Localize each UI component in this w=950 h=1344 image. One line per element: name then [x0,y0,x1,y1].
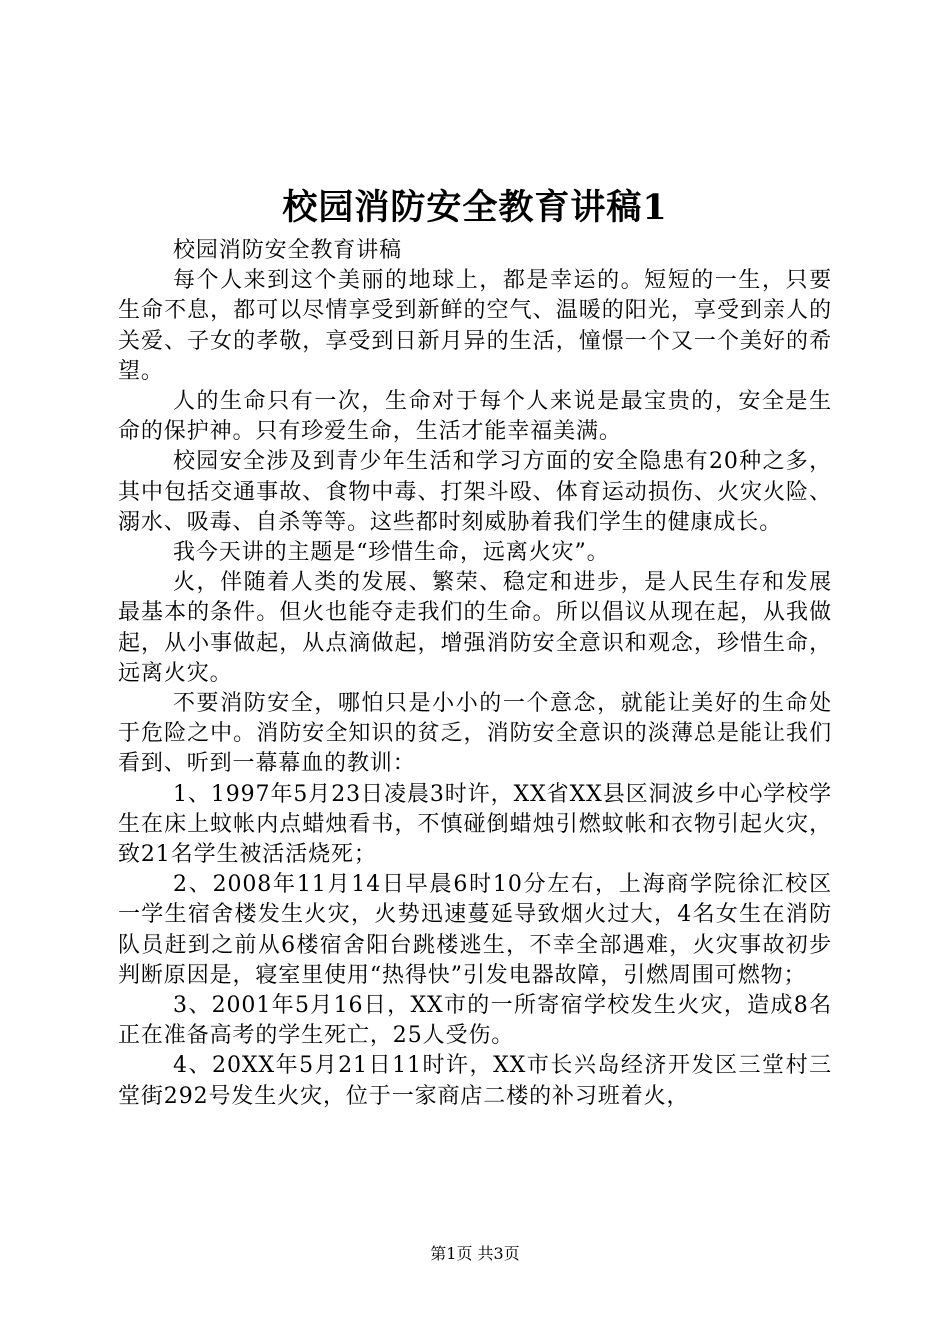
body-paragraph: 校园安全涉及到青少年生活和学习方面的安全隐患有20种之多，其中包括交通事故、食物中毒、打架斗殴、体育运动损伤、火灾火险、溺水、吸毒、自杀等等。这些都时刻威胁着我们学生的健康成长。 [118,449,832,535]
body-paragraph: 人的生命只有一次，生命对于每个人来说是最宝贵的，安全是生命的保护神。只有珍爱生命，生活才能幸福美满。 [118,389,832,445]
body-paragraph: 火，伴随着人类的发展、繁荣、稳定和进步，是人民生存和发展最基本的条件。但火也能夺走我们的生命。所以倡议从现在起，从我做起，从小事做起，从点滴做起，增强消防安全意识和观念，珍惜生命，远离火灾。 [118,570,832,686]
list-item: 1、1997年5月23日凌晨3时许，XX省XX县区洞波乡中心学校学生在床上蚊帐内点蜡烛看书，不慎碰倒蜡烛引燃蚊帐和衣物引起火灾，致21名学生被活活烧死； [118,781,832,868]
body-paragraph: 我今天讲的主题是“珍惜生命，远离火灾”。 [173,540,610,566]
body-paragraph: 每个人来到这个美丽的地球上，都是幸运的。短短的一生，只要生命不息，都可以尽情享受到新鲜的空气、温暖的阳光，享受到亲人的关爱、子女的孝敬，享受到日新月异的生活，憧憬一个又一个美好的希望。 [118,268,832,384]
document-title: 校园消防安全教育讲稿1 [282,187,668,228]
list-item: 3、2001年5月16日，XX市的一所寄宿学校发生火灾，造成8名正在准备高考的学生死亡，25人受伤。 [118,993,832,1049]
document-body [118,236,832,1112]
list-item: 4、20XX年5月21日11时许，XX市长兴岛经济开发区三堂村三堂街292号发生火灾，位于一家商店二楼的补习班着火， [118,1053,832,1109]
page-footer: 第1页 共3页 [430,1244,520,1263]
body-paragraph: 不要消防安全，哪怕只是小小的一个意念，就能让美好的生命处于危险之中。消防安全知识的贫乏，消防安全意识的淡薄总是能让我们看到、听到一幕幕血的教训： [118,691,832,777]
subtitle-paragraph: 校园消防安全教育讲稿 [173,238,403,263]
list-item: 2、2008年11月14日早晨6时10分左右，上海商学院徐汇校区一学生宿舍楼发生火灾，火势迅速蔓延导致烟火过大，4名女生在消防队员赶到之前从6楼宿舍阳台跳楼逃生，不幸全部遇难，火灾事故初步判断原因是，寝室里使用“热得快”引发电器故障，引燃周围可燃物； [118,872,832,988]
